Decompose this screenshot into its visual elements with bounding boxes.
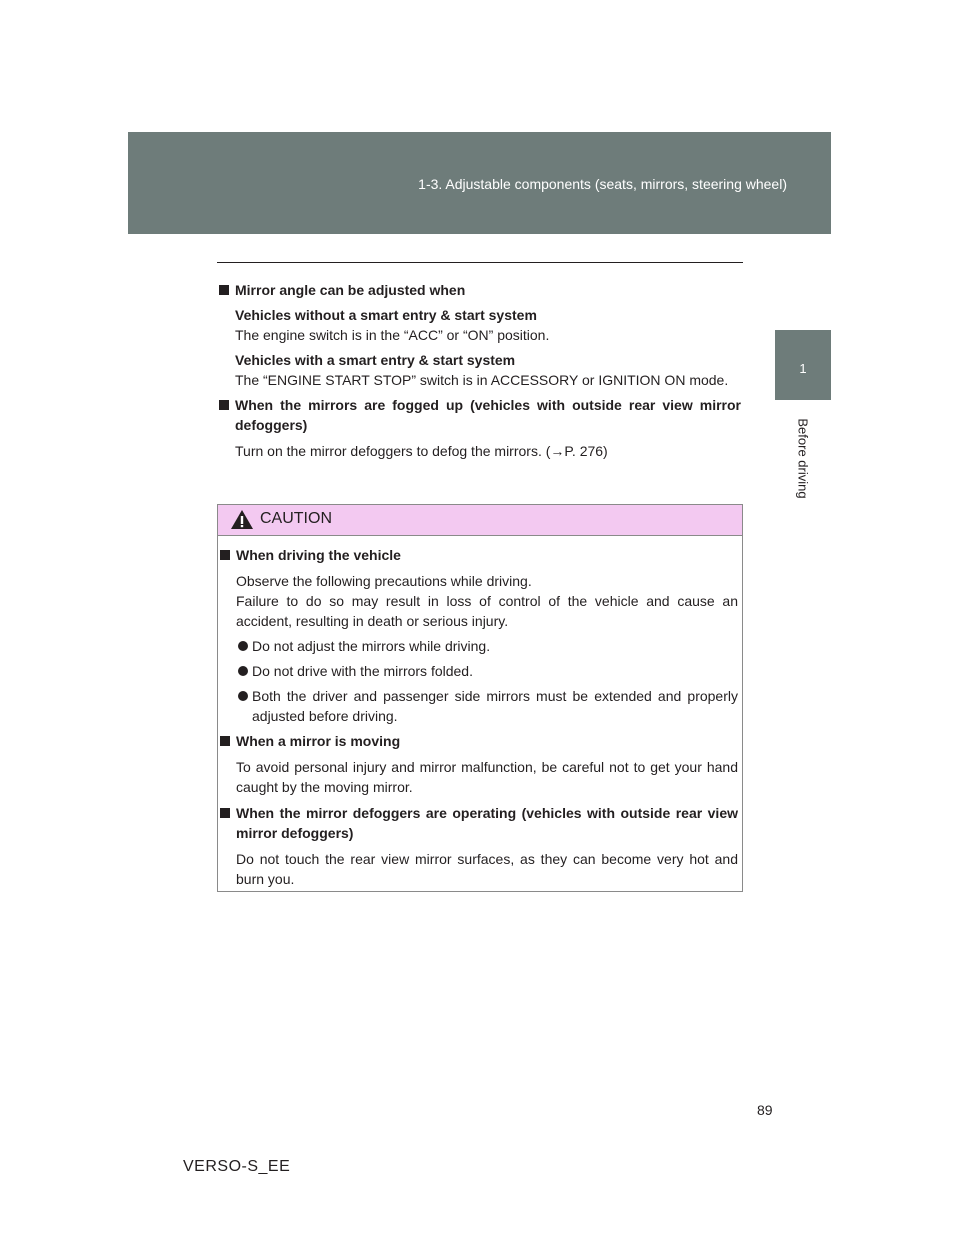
- no-smart-entry-block: [219, 305, 741, 345]
- bullet-item: Both the driver and passenger side mirrors must be extended and properly adjusted before driving.: [220, 686, 738, 726]
- driving-warning: Failure to do so may result in loss of control of the vehicle and cause an accident, resulting in death or serious injury.: [236, 593, 738, 629]
- round-bullet-icon: [238, 641, 248, 651]
- main-content: [219, 280, 741, 461]
- moving-heading: When a mirror is moving: [220, 731, 738, 751]
- warning-triangle-icon: [230, 509, 254, 530]
- header-band: [128, 132, 831, 234]
- top-divider: [217, 262, 743, 263]
- caution-header: [218, 505, 742, 536]
- mirror-angle-heading: Mirror angle can be adjusted when: [219, 280, 741, 300]
- chapter-tab: [775, 330, 831, 400]
- square-bullet-icon: [219, 400, 229, 410]
- bullet-item: Do not adjust the mirrors while driving.: [220, 636, 738, 656]
- section-title: 1-3. Adjustable components (seats, mirrors, steering wheel): [418, 176, 787, 192]
- smart-entry-text: The “ENGINE START STOP” switch is in ACCESSORY or IGNITION ON mode.: [235, 372, 729, 388]
- fogged-heading: When the mirrors are fogged up (vehicles with outside rear view mirror defoggers): [219, 395, 741, 435]
- document-code: VERSO-S_EE: [183, 1158, 291, 1175]
- caution-box: [217, 504, 743, 892]
- caution-body: [220, 545, 738, 889]
- defoggers-text: Do not touch the rear view mirror surfaces, as they can become very hot and burn you.: [236, 851, 738, 887]
- defoggers-heading: When the mirror defoggers are operating (vehicles with outside rear view mirror defoggers): [220, 803, 738, 843]
- square-bullet-icon: [220, 550, 230, 560]
- chapter-label: Before driving: [795, 418, 811, 499]
- square-bullet-icon: [220, 808, 230, 818]
- bullet-item: Do not drive with the mirrors folded.: [220, 661, 738, 681]
- driving-heading: When driving the vehicle: [220, 545, 738, 565]
- fogged-text: Turn on the mirror defoggers to defog the mirrors. (→P. 276): [235, 443, 608, 459]
- no-smart-entry-label: Vehicles without a smart entry & start system: [235, 307, 537, 323]
- square-bullet-icon: [220, 736, 230, 746]
- smart-entry-block: [219, 350, 741, 390]
- round-bullet-icon: [238, 666, 248, 676]
- page-number: 89: [757, 1102, 773, 1118]
- square-bullet-icon: [219, 285, 229, 295]
- caution-title: CAUTION: [260, 510, 332, 527]
- smart-entry-label: Vehicles with a smart entry & start system: [235, 352, 516, 368]
- driving-intro: Observe the following precautions while driving.: [236, 573, 532, 589]
- moving-text: To avoid personal injury and mirror malfunction, be careful not to get your hand caught by the moving mirror.: [236, 759, 738, 795]
- chapter-number: 1: [799, 361, 807, 376]
- round-bullet-icon: [238, 691, 248, 701]
- no-smart-entry-text: The engine switch is in the “ACC” or “ON” position.: [235, 327, 550, 343]
